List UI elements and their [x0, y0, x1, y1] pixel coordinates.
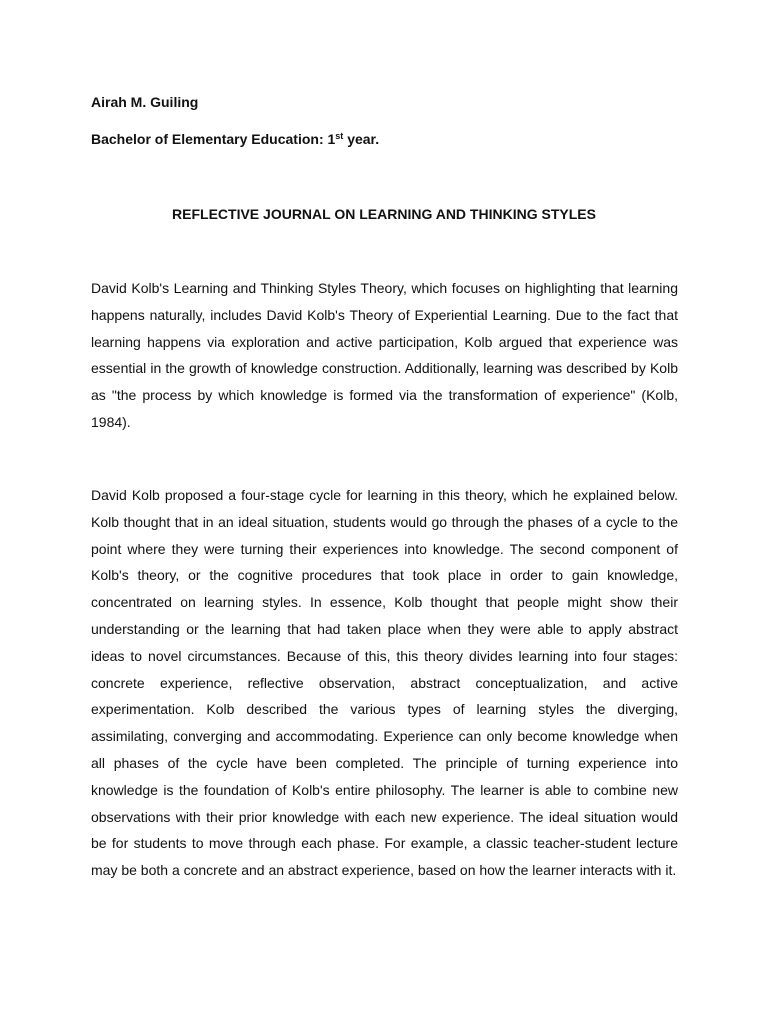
body-paragraph: David Kolb's Learning and Thinking Styles Theory, which focuses on highlighting that learning happens naturally, includes David Kolb's Theory of Experiential Learning. Due to the fact that learning happens via exploration and active participation, Kolb argued that experience was essential in the growth of knowledge construction. Additionally, learning was described by Kolb as "the process by which knowledge is formed via the transformation of experience" (Kolb, 1984). — [91, 280, 678, 430]
body-paragraph: David Kolb proposed a four-stage cycle for learning in this theory, which he explained below. Kolb thought that in an ideal situation, students would go through the phases of a cycle to the point where they were turning their experiences into knowledge. The second component of Kolb's theory, or the cognitive procedures that took place in order to gain knowledge, concentrated on learning styles. In essence, Kolb thought that people might show their understanding or the learning that had taken place when they were able to apply abstract ideas to novel circumstances. Because of this, this theory divides learning into four stages: concrete experience, reflective observation, abstract conceptualization, and active experimentation. Kolb described the various types of learning styles the diverging, assimilating, converging and accommodating. Experience can only become knowledge when all phases of the cycle have been completed. The principle of turning experience into knowledge is the foundation of Kolb's entire philosophy. The learner is able to combine new observations with their prior knowledge with each new experience. The ideal situation would be for students to move through each phase. For example, a classic teacher-student lecture may be both a concrete and an abstract experience, based on how the learner interacts with it. — [91, 487, 678, 879]
author-name: Airah M. Guiling — [91, 94, 199, 110]
program-ordinal-suffix: st — [335, 131, 344, 141]
journal-title: REFLECTIVE JOURNAL ON LEARNING AND THINKING STYLES — [172, 206, 596, 222]
program-text: Bachelor of Elementary Education: 1 — [91, 131, 336, 147]
program-year-text: year. — [343, 131, 380, 147]
program-line — [91, 130, 379, 148]
